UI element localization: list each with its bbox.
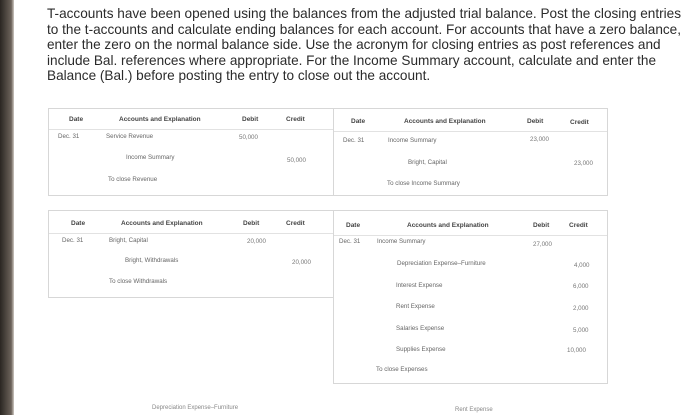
account-cell[interactable]: Rent Expense bbox=[396, 303, 435, 310]
credit-cell[interactable]: 20,000 bbox=[292, 259, 311, 266]
instructions-text: T-accounts have been opened using the balances from the adjusted trial balance. Post the closing entries to the t-accounts and calculate ending balances for each account. For accounts that have a zero balance, enter the zero on the normal balance side. Use the acronym for closing entries as post references and include Bal. references where appropriate. For the Income Summary account, calculate and enter the Balance (Bal.) before posting the entry to close out the account. bbox=[47, 6, 682, 84]
account-cell[interactable]: Depreciation Expense–Furniture bbox=[397, 260, 486, 267]
date-header: Date bbox=[69, 116, 84, 123]
debit-header: Debit bbox=[243, 220, 260, 227]
entry-date[interactable]: Dec. 31 bbox=[62, 237, 84, 244]
credit-header: Credit bbox=[570, 119, 589, 126]
footer-cutoff-left: Depreciation Expense–Furniture bbox=[152, 405, 239, 411]
credit-header: Credit bbox=[286, 220, 305, 227]
debit-cell[interactable]: 50,000 bbox=[239, 134, 258, 141]
journal-table-close-expenses bbox=[333, 210, 608, 384]
account-cell[interactable]: Salaries Expense bbox=[396, 325, 445, 332]
credit-header: Credit bbox=[286, 116, 305, 123]
credit-cell[interactable]: 4,000 bbox=[574, 262, 590, 269]
date-header: Date bbox=[71, 220, 86, 227]
debit-cell[interactable]: 20,000 bbox=[247, 238, 266, 245]
date-header: Date bbox=[346, 222, 361, 229]
page-edge-shadow bbox=[0, 0, 14, 415]
journal-table-close-withdrawals bbox=[48, 210, 335, 298]
journal-table-close-revenue bbox=[48, 108, 335, 196]
explanation-cell[interactable]: To close Revenue bbox=[108, 176, 158, 183]
account-cell[interactable]: Income Summary bbox=[377, 238, 426, 245]
debit-header: Debit bbox=[242, 116, 259, 123]
debit-header: Debit bbox=[527, 118, 544, 125]
debit-header: Debit bbox=[533, 222, 550, 229]
accounts-header: Accounts and Explanation bbox=[121, 220, 203, 227]
explanation-cell[interactable]: To close Expenses bbox=[376, 366, 428, 373]
account-cell[interactable]: Bright, Capital bbox=[408, 159, 447, 166]
debit-cell[interactable]: 27,000 bbox=[533, 241, 552, 248]
footer-cutoff-right: Rent Expense bbox=[455, 407, 493, 413]
account-cell[interactable]: Income Summary bbox=[126, 154, 175, 161]
accounts-header: Accounts and Explanation bbox=[407, 222, 489, 229]
explanation-cell[interactable]: To close Withdrawals bbox=[109, 278, 168, 285]
credit-cell[interactable]: 6,000 bbox=[573, 283, 589, 290]
account-cell[interactable]: Interest Expense bbox=[396, 282, 443, 289]
debit-cell[interactable]: 23,000 bbox=[530, 136, 549, 143]
entry-date[interactable]: Dec. 31 bbox=[339, 238, 361, 245]
credit-cell[interactable]: 10,000 bbox=[567, 347, 586, 354]
account-cell[interactable]: Income Summary bbox=[388, 137, 437, 144]
account-cell[interactable]: Bright, Capital bbox=[109, 237, 148, 244]
journal-table-close-income-summary bbox=[333, 108, 608, 196]
date-header: Date bbox=[351, 118, 366, 125]
entry-date[interactable]: Dec. 31 bbox=[58, 133, 80, 140]
accounts-header: Accounts and Explanation bbox=[119, 116, 201, 123]
credit-cell[interactable]: 50,000 bbox=[287, 157, 306, 164]
credit-header: Credit bbox=[569, 222, 588, 229]
account-cell[interactable]: Service Revenue bbox=[106, 133, 154, 140]
accounts-header: Accounts and Explanation bbox=[404, 118, 486, 125]
entry-date[interactable]: Dec. 31 bbox=[343, 137, 365, 144]
credit-cell[interactable]: 2,000 bbox=[573, 305, 589, 312]
explanation-cell[interactable]: To close Income Summary bbox=[387, 180, 460, 187]
account-cell[interactable]: Supplies Expense bbox=[396, 346, 446, 353]
credit-cell[interactable]: 5,000 bbox=[573, 327, 589, 334]
account-cell[interactable]: Bright, Withdrawals bbox=[125, 257, 179, 264]
credit-cell[interactable]: 23,000 bbox=[574, 160, 593, 167]
